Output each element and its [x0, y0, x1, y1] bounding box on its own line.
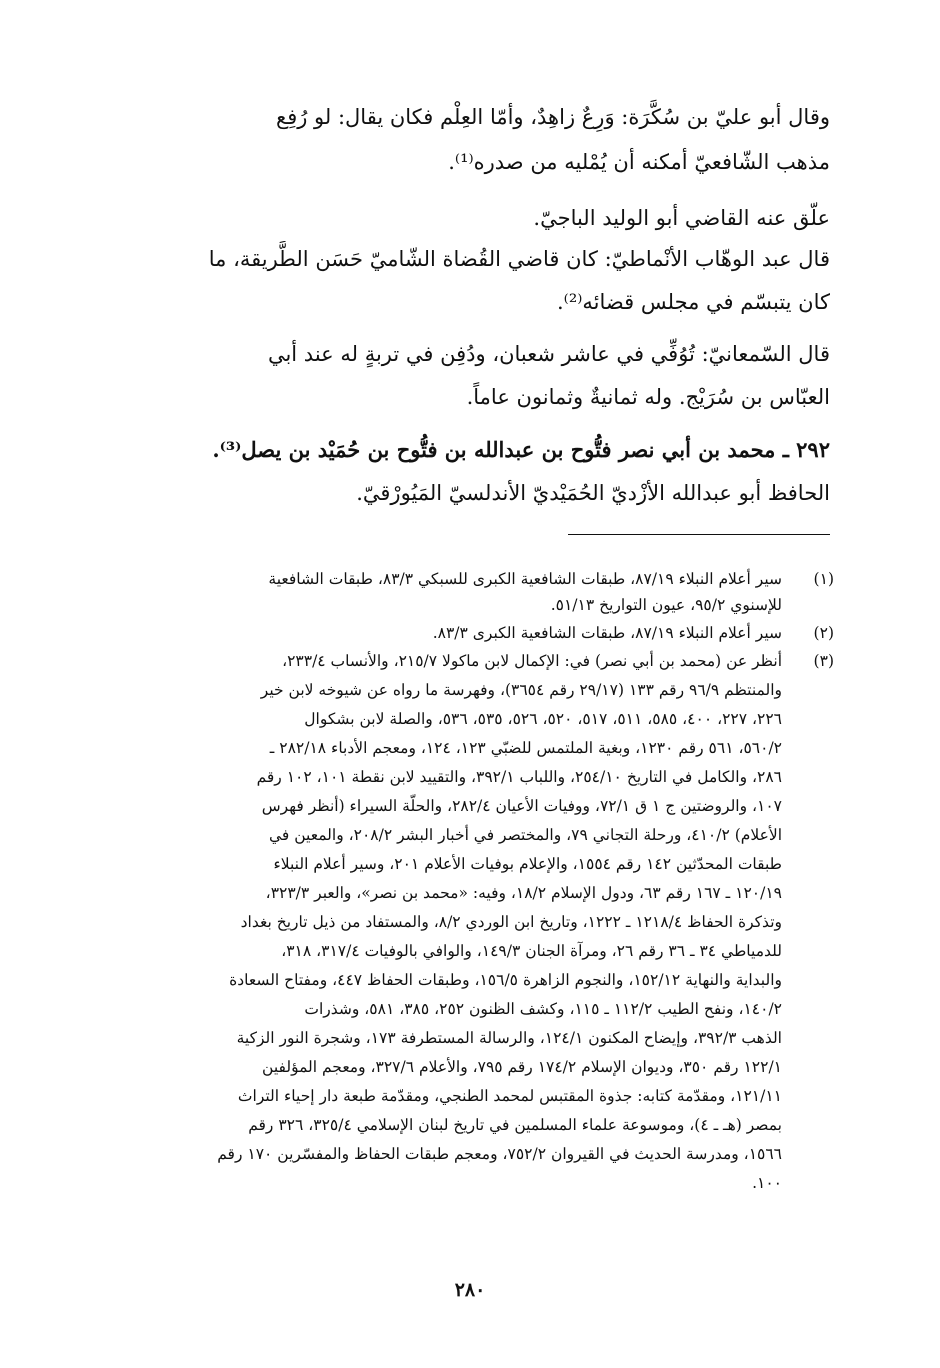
- footnote-3-line-11: للدمياطي ٣٤ ـ ٣٦ رقم ٢٦، ومرآة الجنان ١٤٩/٣، والوافي بالوفيات ٣١٧/٤، ٣١٨،: [281, 942, 782, 960]
- body-paragraph-4-line-1: قال السّمعانيّ: تُوُفِّي في عاشر شعبان، ودُفِن في تربةٍ له عند أبي: [267, 342, 830, 366]
- footnote-3-line-16: ١٢١/١١، ومقدّمة كتابه: جذوة المقتبس لمحمد الطنجي، ومقدّمة طبعة دار إحياء التراث: [237, 1087, 782, 1105]
- footnote-3-line-10: وتذكرة الحفاظ ١٢١٨/٤ ـ ١٢٢٢، وتاريخ ابن الوردي ٨/٢، والمستفاد من ذيل تاريخ بغداد: [240, 913, 782, 931]
- footnote-3-line-17: بمصر (هـ ـ ٤)، وموسوعة علماء المسلمين في تاريخ لبنان الإسلامي ٣٢٥/٤، ٣٢٦ رقم: [248, 1116, 782, 1134]
- body-paragraph-3-line-2: كان يتبسّم في مجلس قضائه⁽²⁾.: [557, 290, 830, 314]
- footnote-3-line-18: ١٥٦٦، ومدرسة الحديث في القيروان ٧٥٢/٢، ومعجم طبقات الحفاظ والمفسّرين ١٧٠ رقم: [217, 1145, 782, 1163]
- footnote-2-number: (٢): [813, 624, 834, 642]
- footnote-3-line-2: والمنتظم ٩٦/٩ رقم ١٣٣ (٢٩/١٧ رقم ٣٦٥٤)، وفهرسة ما رواه عن شيوخه لابن خير: [260, 681, 782, 699]
- footnote-1-line-1: سير أعلام النبلاء ٨٧/١٩، طبقات الشافعية الكبرى للسبكي ٨٣/٣، طبقات الشافعية: [268, 570, 782, 588]
- footnote-2-line-1: سير أعلام النبلاء ٨٧/١٩، طبقات الشافعية الكبرى ٨٣/٣.: [432, 624, 782, 642]
- footnote-3-line-6: ١٠٧، والروضتين ج ١ ق ٧٢/١، ووفيات الأعيان ٢٨٢/٤، والحلّة السيراء (أنظر فهرس: [261, 797, 782, 815]
- body-paragraph-2-line-1: علّق عنه القاضي أبو الوليد الباجيّ.: [533, 206, 830, 230]
- footnote-3-line-5: ٢٨٦، والكامل في التاريخ ٢٥٤/١٠، واللباب ٣٩٢/١، والتقييد لابن نقطة ١٠١، ١٠٢ رقم: [256, 768, 782, 786]
- footnote-3-number: (٣): [813, 652, 834, 670]
- entry-subtitle: الحافظ أبو عبدالله الأزْديّ الحُمَيْديّ الأندلسيّ المَيُورْقيّ.: [356, 481, 830, 505]
- footnote-3-line-14: الذهب ٣٩٢/٣، وإيضاح المكنون ١٢٤/١، والرسالة المستطرفة ١٧٣، وشجرة النور الزكية: [236, 1029, 782, 1047]
- footnote-3-line-3: ٢٢٦، ٢٢٧، ٤٠٠، ٥٨٥، ٥١١، ٥١٧، ٥٢٠، ٥٢٦، ٥٣٥، ٥٣٦، والصلة لابن بشكوال: [304, 710, 782, 728]
- body-paragraph-1-line-1: وقال أبو عليّ بن سُكَّرَة: وَرِعٌ زاهِدٌ، وأمّا العِلْم فكان يقال: لو رُفِع: [276, 105, 830, 129]
- footnote-3-line-13: ١٤٠/٢، ونفح الطيب ١١٢/٢ ـ ١١٥، وكشف الظنون ٢٥٢، ٣٨٥، ٥٨١، وشذرات: [304, 1000, 782, 1018]
- footnote-3-line-1: أنظر عن (محمد بن أبي نصر) في: الإكمال لابن ماكولا ٢١٥/٧، والأنساب ٢٣٣/٤،: [282, 652, 782, 670]
- footnote-3-line-7: الأعلام) ٤١٠/٢، ورحلة التجاني ٧٩، والمختصر في أخبار البشر ٢٠٨/٢، والمعين في: [269, 826, 782, 844]
- entry-heading: ٢٩٢ ـ محمد بن أبي نصر فتُّوح بن عبدالله بن فتُّوح بن حُمَيْد بن يصل⁽³⁾.: [212, 437, 830, 462]
- footnote-3-line-19: ١٠٠.: [752, 1174, 782, 1192]
- footnote-3-line-8: طبقات المحدّثين ١٤٢ رقم ١٥٥٤، والإعلام بوفيات الأعلام ٢٠١، وسير أعلام النبلاء: [273, 855, 782, 873]
- footnote-3-line-9: ١٢٠/١٩ ـ ١٦٧ رقم ٦٣، ودول الإسلام ١٨/٢، وفيه: «محمد بن نصر»، والعبر ٣٢٣/٣،: [265, 884, 782, 902]
- footnote-separator: [568, 534, 830, 535]
- page-number: ٢٨٠: [454, 1279, 486, 1301]
- footnote-3-line-15: ١٢٢/١ رقم ٣٥٠، وديوان الإسلام ١٧٤/٢ رقم ٧٩٥، والأعلام ٣٢٧/٦، ومعجم المؤلفين: [262, 1058, 782, 1076]
- footnote-3-line-12: والبداية والنهاية ١٥٢/١٢، والنجوم الزاهرة ١٥٦/٥، وطبقات الحفاظ ٤٤٧، ومفتاح السعادة: [229, 971, 782, 989]
- footnote-1-line-2: للإسنوي ٩٥/٢، عيون التواريخ ٥١/١٣.: [550, 596, 782, 614]
- body-paragraph-3-line-1: قال عبد الوهّاب الأنْماطيّ: كان قاضي القُضاة الشّاميّ حَسَن الطَّريقة، ما: [208, 247, 830, 271]
- body-paragraph-1-line-2: مذهب الشّافعيّ أمكنه أن يُمْليه من صدره⁽¹⁾.: [448, 150, 830, 174]
- body-paragraph-4-line-2: العبّاس بن سُرَيْج. وله ثمانيةٌ وثمانون عاماً.: [466, 385, 830, 409]
- footnote-3-line-4: ٥٦٠/٢، ٥٦١ رقم ١٢٣٠، وبغية الملتمس للضبّي ١٢٣، ١٢٤، ومعجم الأدباء ٢٨٢/١٨ ـ: [269, 739, 782, 757]
- footnote-1-number: (١): [813, 570, 834, 588]
